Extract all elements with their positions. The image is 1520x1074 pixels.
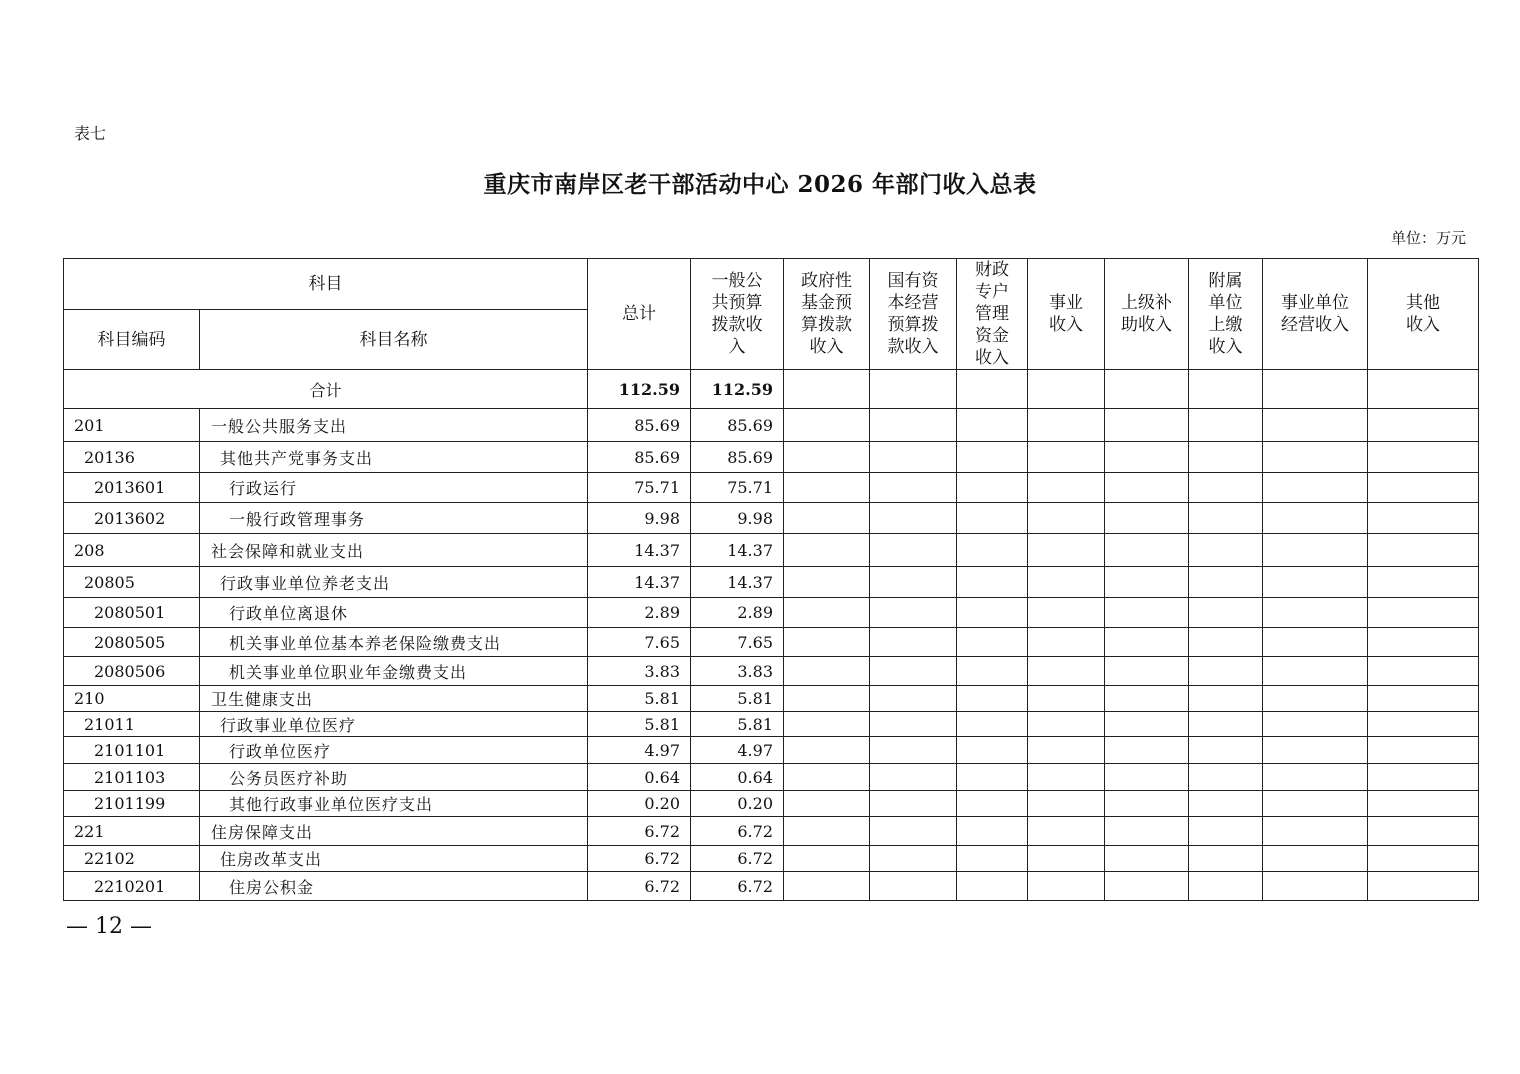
empty-cell (1105, 534, 1189, 567)
empty-cell (784, 764, 870, 791)
subject-name: 一般行政管理事务 (200, 503, 588, 534)
table-row (64, 442, 1479, 473)
row-total: 0.20 (588, 791, 691, 817)
empty-cell (784, 872, 870, 901)
empty-cell (784, 686, 870, 712)
subject-name: 机关事业单位职业年金缴费支出 (200, 657, 588, 686)
empty-cell (1263, 473, 1368, 503)
row-general-budget: 0.64 (691, 764, 784, 791)
empty-cell (1368, 409, 1479, 442)
empty-cell (1189, 764, 1263, 791)
row-general-budget: 7.65 (691, 628, 784, 657)
row-total: 75.71 (588, 473, 691, 503)
row-general-budget: 6.72 (691, 872, 784, 901)
empty-cell (1263, 657, 1368, 686)
empty-cell (1028, 503, 1105, 534)
row-general-budget: 85.69 (691, 409, 784, 442)
empty-cell (784, 409, 870, 442)
row-total: 9.98 (588, 503, 691, 534)
empty-cell (1263, 534, 1368, 567)
row-total: 4.97 (588, 737, 691, 764)
table-row (64, 737, 1479, 764)
subject-name: 行政单位离退休 (200, 598, 588, 628)
empty-cell (1189, 686, 1263, 712)
empty-cell (870, 567, 957, 598)
empty-cell (1105, 442, 1189, 473)
empty-cell (1263, 628, 1368, 657)
row-total: 5.81 (588, 712, 691, 737)
header-affiliated: 附属单位上缴收入 (1189, 259, 1263, 370)
row-total: 0.64 (588, 764, 691, 791)
empty-cell (1105, 791, 1189, 817)
empty-cell (1263, 712, 1368, 737)
empty-cell (784, 628, 870, 657)
empty-cell (1105, 473, 1189, 503)
empty-cell (870, 764, 957, 791)
empty-cell (1263, 846, 1368, 872)
empty-cell (870, 442, 957, 473)
subject-name: 机关事业单位基本养老保险缴费支出 (200, 628, 588, 657)
row-total: 6.72 (588, 817, 691, 846)
row-total: 6.72 (588, 872, 691, 901)
row-total: 6.72 (588, 846, 691, 872)
empty-cell (784, 442, 870, 473)
empty-cell (1368, 764, 1479, 791)
empty-cell (870, 503, 957, 534)
empty-cell (784, 503, 870, 534)
empty-cell (1189, 846, 1263, 872)
empty-cell (1028, 817, 1105, 846)
header-general-budget: 一般公共预算拨款收入 (691, 259, 784, 370)
empty-cell (1028, 534, 1105, 567)
empty-cell (1263, 737, 1368, 764)
empty-cell (957, 686, 1028, 712)
subject-name: 行政事业单位医疗 (200, 712, 588, 737)
empty-cell (870, 686, 957, 712)
subject-code: 20805 (64, 567, 200, 598)
empty-cell (1189, 628, 1263, 657)
empty-cell (1105, 737, 1189, 764)
empty-cell (1028, 791, 1105, 817)
empty-cell (870, 791, 957, 817)
empty-cell (870, 872, 957, 901)
empty-cell (1189, 503, 1263, 534)
empty-cell (1105, 846, 1189, 872)
empty-cell (957, 567, 1028, 598)
empty-cell (1028, 628, 1105, 657)
row-general-budget: 5.81 (691, 712, 784, 737)
page-number: — 12 — (66, 914, 152, 939)
total-general-budget: 112.59 (691, 370, 784, 409)
row-total: 14.37 (588, 534, 691, 567)
subject-code: 22102 (64, 846, 200, 872)
empty-cell (784, 817, 870, 846)
row-general-budget: 0.20 (691, 791, 784, 817)
header-subject: 科目 (64, 259, 588, 310)
empty-cell (1263, 567, 1368, 598)
table-row (64, 764, 1479, 791)
empty-cell (957, 598, 1028, 628)
total-row (64, 370, 1479, 409)
subject-code: 2080501 (64, 598, 200, 628)
table-row (64, 503, 1479, 534)
empty-cell (870, 473, 957, 503)
empty-cell (957, 657, 1028, 686)
empty-cell (1028, 442, 1105, 473)
subject-code: 2210201 (64, 872, 200, 901)
row-general-budget: 2.89 (691, 598, 784, 628)
header-name: 科目名称 (200, 310, 588, 370)
subject-code: 2013601 (64, 473, 200, 503)
empty-cell (784, 598, 870, 628)
empty-cell (1028, 846, 1105, 872)
empty-cell (1189, 737, 1263, 764)
empty-cell (1189, 657, 1263, 686)
empty-cell (957, 473, 1028, 503)
table-row (64, 712, 1479, 737)
empty-cell (1189, 817, 1263, 846)
table-row (64, 409, 1479, 442)
subject-name: 一般公共服务支出 (200, 409, 588, 442)
empty-cell (1028, 737, 1105, 764)
table-row (64, 567, 1479, 598)
empty-cell (957, 872, 1028, 901)
empty-cell (1263, 872, 1368, 901)
empty-cell (1189, 791, 1263, 817)
empty-cell (1028, 712, 1105, 737)
header-special-fund: 财政专户管理资金收入 (957, 259, 1028, 370)
empty-cell (1368, 791, 1479, 817)
subject-name: 公务员医疗补助 (200, 764, 588, 791)
empty-cell (1368, 737, 1479, 764)
subject-code: 2101103 (64, 764, 200, 791)
empty-cell (1368, 442, 1479, 473)
page-title: 重庆市南岸区老干部活动中心 2026 年部门收入总表 (483, 171, 1037, 198)
empty-cell (1189, 712, 1263, 737)
header-operating-income: 事业单位经营收入 (1263, 259, 1368, 370)
unit-label: 单位：万元 (1390, 229, 1466, 247)
empty-cell (1105, 567, 1189, 598)
table-row (64, 817, 1479, 846)
empty-cell (1028, 409, 1105, 442)
empty-cell (1368, 846, 1479, 872)
row-general-budget: 75.71 (691, 473, 784, 503)
empty-cell (1028, 872, 1105, 901)
empty-cell (1105, 628, 1189, 657)
total-label: 合计 (64, 370, 588, 409)
empty-cell (870, 737, 957, 764)
table-row (64, 872, 1479, 901)
header-code: 科目编码 (64, 310, 200, 370)
subject-code: 208 (64, 534, 200, 567)
empty-cell (957, 534, 1028, 567)
empty-cell (1105, 409, 1189, 442)
empty-cell (1105, 657, 1189, 686)
row-total: 85.69 (588, 409, 691, 442)
table-row (64, 598, 1479, 628)
empty-cell (784, 534, 870, 567)
empty-cell (1189, 442, 1263, 473)
table-row (64, 473, 1479, 503)
empty-cell (784, 791, 870, 817)
subject-code: 221 (64, 817, 200, 846)
subject-code: 2080506 (64, 657, 200, 686)
subject-code: 21011 (64, 712, 200, 737)
subject-code: 20136 (64, 442, 200, 473)
row-general-budget: 9.98 (691, 503, 784, 534)
empty-cell (784, 846, 870, 872)
empty-cell (870, 657, 957, 686)
subject-name: 社会保障和就业支出 (200, 534, 588, 567)
empty-cell (1263, 686, 1368, 712)
empty-cell (870, 846, 957, 872)
row-general-budget: 6.72 (691, 846, 784, 872)
subject-name: 行政事业单位养老支出 (200, 567, 588, 598)
row-general-budget: 14.37 (691, 534, 784, 567)
empty-cell (1368, 598, 1479, 628)
empty-cell (1263, 442, 1368, 473)
table-label: 表七 (74, 124, 107, 143)
empty-cell (1028, 686, 1105, 712)
empty-cell (784, 712, 870, 737)
empty-cell (1263, 409, 1368, 442)
header-total: 总计 (588, 259, 691, 370)
empty-cell (957, 712, 1028, 737)
subject-name: 卫生健康支出 (200, 686, 588, 712)
empty-cell (1028, 657, 1105, 686)
table-row (64, 686, 1479, 712)
row-total: 14.37 (588, 567, 691, 598)
row-total: 5.81 (588, 686, 691, 712)
row-total: 3.83 (588, 657, 691, 686)
empty-cell (1189, 567, 1263, 598)
subject-name: 住房保障支出 (200, 817, 588, 846)
empty-cell (784, 473, 870, 503)
empty-cell (1189, 473, 1263, 503)
row-general-budget: 5.81 (691, 686, 784, 712)
empty-cell (1189, 598, 1263, 628)
empty-cell (957, 628, 1028, 657)
header-superior-subsidy: 上级补助收入 (1105, 259, 1189, 370)
row-general-budget: 4.97 (691, 737, 784, 764)
subject-code: 201 (64, 409, 200, 442)
income-summary-table (63, 258, 1479, 901)
table-row (64, 534, 1479, 567)
empty-cell (1028, 473, 1105, 503)
subject-code: 2101101 (64, 737, 200, 764)
empty-cell (1368, 503, 1479, 534)
subject-code: 210 (64, 686, 200, 712)
empty-cell (1368, 686, 1479, 712)
empty-cell (1105, 598, 1189, 628)
empty-cell (1105, 817, 1189, 846)
subject-code: 2080505 (64, 628, 200, 657)
empty-cell (784, 567, 870, 598)
empty-cell (957, 791, 1028, 817)
row-general-budget: 3.83 (691, 657, 784, 686)
empty-cell (1368, 872, 1479, 901)
empty-cell (957, 409, 1028, 442)
empty-cell (957, 846, 1028, 872)
subject-name: 其他行政事业单位医疗支出 (200, 791, 588, 817)
empty-cell (1368, 534, 1479, 567)
empty-cell (1105, 764, 1189, 791)
header-other-income: 其他收入 (1368, 259, 1479, 370)
header-business-income: 事业收入 (1028, 259, 1105, 370)
subject-name: 住房公积金 (200, 872, 588, 901)
table-row (64, 657, 1479, 686)
subject-name: 住房改革支出 (200, 846, 588, 872)
empty-cell (1189, 409, 1263, 442)
empty-cell (870, 817, 957, 846)
empty-cell (957, 503, 1028, 534)
empty-cell (870, 534, 957, 567)
empty-cell (1028, 764, 1105, 791)
empty-cell (1105, 712, 1189, 737)
empty-cell (870, 712, 957, 737)
total-total: 112.59 (588, 370, 691, 409)
empty-cell (1263, 598, 1368, 628)
subject-code: 2101199 (64, 791, 200, 817)
empty-cell (1105, 503, 1189, 534)
empty-cell (784, 737, 870, 764)
row-total: 2.89 (588, 598, 691, 628)
empty-cell (1189, 534, 1263, 567)
empty-cell (1028, 567, 1105, 598)
empty-cell (1263, 791, 1368, 817)
empty-cell (1368, 628, 1479, 657)
empty-cell (1368, 473, 1479, 503)
empty-cell (957, 737, 1028, 764)
row-general-budget: 6.72 (691, 817, 784, 846)
empty-cell (1368, 712, 1479, 737)
subject-code: 2013602 (64, 503, 200, 534)
empty-cell (1028, 598, 1105, 628)
empty-cell (870, 598, 957, 628)
row-total: 85.69 (588, 442, 691, 473)
subject-name: 行政运行 (200, 473, 588, 503)
table-row (64, 628, 1479, 657)
table-row (64, 791, 1479, 817)
empty-cell (870, 409, 957, 442)
empty-cell (957, 442, 1028, 473)
subject-name: 行政单位医疗 (200, 737, 588, 764)
subject-name: 其他共产党事务支出 (200, 442, 588, 473)
row-total: 7.65 (588, 628, 691, 657)
table-row (64, 846, 1479, 872)
header-state-capital: 国有资本经营预算拨款收入 (870, 259, 957, 370)
header-gov-fund: 政府性基金预算拨款收入 (784, 259, 870, 370)
empty-cell (1368, 817, 1479, 846)
empty-cell (1105, 872, 1189, 901)
empty-cell (1368, 657, 1479, 686)
empty-cell (1105, 686, 1189, 712)
empty-cell (1263, 764, 1368, 791)
empty-cell (784, 657, 870, 686)
empty-cell (957, 817, 1028, 846)
empty-cell (1263, 817, 1368, 846)
empty-cell (1263, 503, 1368, 534)
row-general-budget: 14.37 (691, 567, 784, 598)
empty-cell (870, 628, 957, 657)
empty-cell (1189, 872, 1263, 901)
row-general-budget: 85.69 (691, 442, 784, 473)
empty-cell (1368, 567, 1479, 598)
empty-cell (957, 764, 1028, 791)
